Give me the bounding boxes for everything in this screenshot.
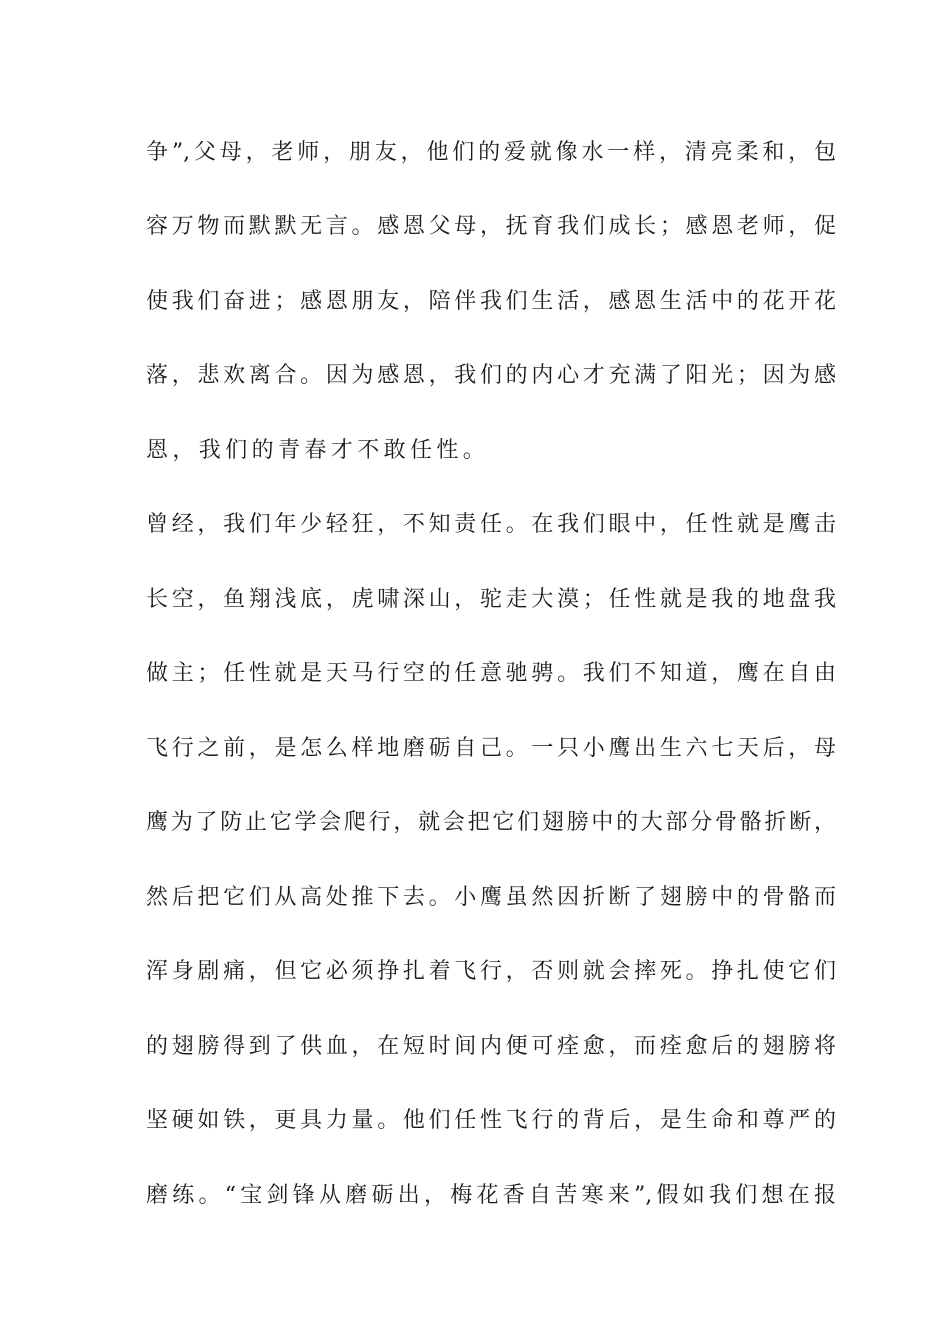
text-line: 鹰为了防止它学会爬行，就会把它们翅膀中的大部分骨骼折断， xyxy=(146,810,836,835)
text-line: 争”,父母，老师，朋友，他们的爱就像水一样，清亮柔和，包 xyxy=(146,140,836,165)
text-line: 然后把它们从高处推下去。小鹰虽然因折断了翅膀中的骨骼而 xyxy=(146,885,836,910)
text-line: 浑身剧痛，但它必须挣扎着飞行，否则就会摔死。挣扎使它们 xyxy=(146,959,836,984)
text-line: 落，悲欢离合。因为感恩，我们的内心才充满了阳光；因为感 xyxy=(146,363,836,388)
text-line: 曾经，我们年少轻狂，不知责任。在我们眼中，任性就是鹰击 xyxy=(146,512,836,537)
text-line: 的翅膀得到了供血，在短时间内便可痊愈，而痊愈后的翅膀将 xyxy=(146,1034,836,1059)
text-line: 使我们奋进；感恩朋友，陪伴我们生活，感恩生活中的花开花 xyxy=(146,289,836,314)
text-line: 做主；任性就是天马行空的任意驰骋。我们不知道，鹰在自由 xyxy=(146,661,836,686)
text-line: 长空，鱼翔浅底，虎啸深山，驼走大漠；任性就是我的地盘我 xyxy=(146,587,836,612)
text-line: 磨练。“宝剑锋从磨砺出，梅花香自苦寒来”,假如我们想在报 xyxy=(146,1183,836,1208)
text-line: 飞行之前，是怎么样地磨砺自己。一只小鹰出生六七天后，母 xyxy=(146,736,836,761)
text-line: 恩，我们的青春才不敢任性。 xyxy=(146,438,490,463)
text-line: 坚硬如铁，更具力量。他们任性飞行的背后，是生命和尊严的 xyxy=(146,1108,836,1133)
text-line: 容万物而默默无言。感恩父母，抚育我们成长；感恩老师，促 xyxy=(146,214,836,239)
